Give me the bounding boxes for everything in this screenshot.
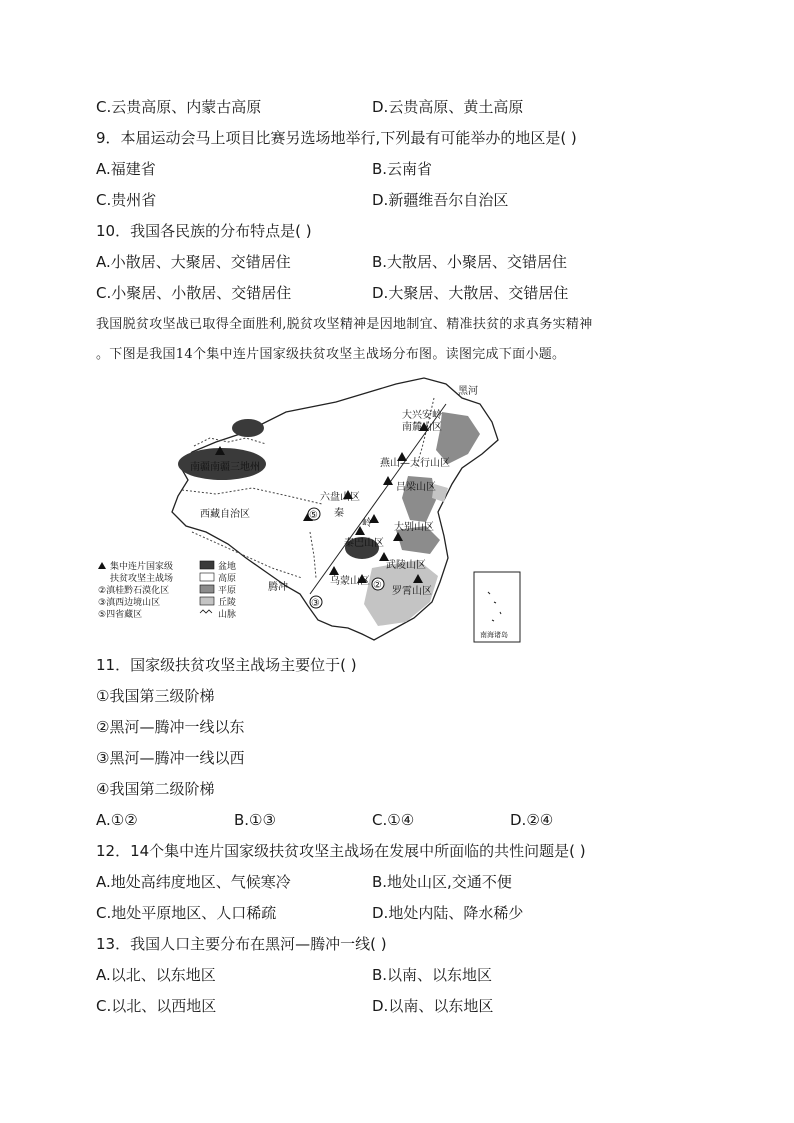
q12-option-b: B.地处山区,交通不便 xyxy=(372,873,512,891)
q13-stem: 13．我国人口主要分布在黑河—腾冲一线( ) xyxy=(96,935,387,953)
q9-option-d: D.新疆维吾尔自治区 xyxy=(372,191,509,209)
legend-marker-line1: 集中连片国家级 xyxy=(110,562,174,572)
q11-option-d: D.②④ xyxy=(510,811,554,829)
q11-option-a: A.①② xyxy=(96,811,138,829)
map-legend xyxy=(98,560,236,620)
label-xizang: 西藏自治区 xyxy=(200,509,250,520)
legend-marker-line2: 扶贫攻坚主战场 xyxy=(110,574,174,584)
q11-stem: 11．国家级扶贫攻坚主战场主要位于( ) xyxy=(96,656,357,674)
q12-option-d: D.地处内陆、降水稀少 xyxy=(372,904,524,922)
circle-2-label: ② xyxy=(373,580,382,591)
label-daxing-1: 大兴安岭 xyxy=(402,410,442,421)
q11-statement-4: ④我国第二级阶梯 xyxy=(96,780,215,798)
legend-plateau: 高原 xyxy=(218,574,237,584)
q10-option-c: C.小聚居、小散居、交错居住 xyxy=(96,284,292,302)
legend-marker-icon xyxy=(98,562,106,569)
q10-option-b: B.大散居、小聚居、交错居住 xyxy=(372,253,568,271)
q9-stem: 9．本届运动会马上项目比赛另选场地举行,下列最有可能举办的地区是( ) xyxy=(96,129,577,147)
circle-5-label: ⑤ xyxy=(309,510,318,521)
q13-option-c: C.以北、以西地区 xyxy=(96,997,217,1015)
label-dabie: 大别山区 xyxy=(394,522,434,533)
q11-option-b: B.①③ xyxy=(234,811,276,829)
q9-option-a: A.福建省 xyxy=(96,160,156,178)
legend-item-5: ⑤四省藏区 xyxy=(98,610,143,620)
label-ling: 岭 xyxy=(362,518,372,529)
legend-mountain-icon xyxy=(200,610,212,613)
q11-option-c: C.①④ xyxy=(372,811,415,829)
label-qin: 秦 xyxy=(334,508,344,519)
legend-hill: 丘陵 xyxy=(218,598,237,608)
q11-statement-2: ②黑河—腾冲一线以东 xyxy=(96,718,245,736)
q11-statement-1: ①我国第三级阶梯 xyxy=(96,687,215,705)
q13-option-b: B.以南、以东地区 xyxy=(372,966,493,984)
q12-option-a: A.地处高纬度地区、气候寒冷 xyxy=(96,873,291,891)
label-lvliang: 吕梁山区 xyxy=(396,482,436,493)
label-daxing-2: 南麓山区 xyxy=(402,422,442,433)
circle-3-label: ③ xyxy=(311,598,320,609)
intro-line-1: 我国脱贫攻坚战已取得全面胜利,脱贫攻坚精神是因地制宜、精准扶贫的求真务实精神 xyxy=(96,317,593,332)
q8-option-d: D.云贵高原、黄土高原 xyxy=(372,98,524,116)
q10-stem: 10．我国各民族的分布特点是( ) xyxy=(96,222,312,240)
q8-option-c: C.云贵高原、内蒙古高原 xyxy=(96,98,262,116)
legend-mountain: 山脉 xyxy=(218,610,237,620)
inset-label: 南海诸岛 xyxy=(480,631,508,639)
label-liupan: 六盘山区 xyxy=(320,492,360,503)
label-qinba: 秦巴山区 xyxy=(344,538,384,549)
label-wumeng: 乌蒙山区 xyxy=(330,576,370,587)
legend-basin-swatch xyxy=(200,561,214,569)
label-yanshan: 燕山—太行山区 xyxy=(380,458,450,469)
q10-option-a: A.小散居、大聚居、交错居住 xyxy=(96,253,291,271)
junggar-basin xyxy=(232,419,264,437)
legend-basin: 盆地 xyxy=(218,562,237,572)
legend-plain: 平原 xyxy=(218,586,237,596)
legend-item-2: ②滇桂黔石漠化区 xyxy=(98,586,170,596)
q9-option-c: C.贵州省 xyxy=(96,191,157,209)
label-nanjiang: 南疆南疆三地州 xyxy=(190,462,260,473)
label-luoxiao: 罗霄山区 xyxy=(392,586,432,597)
q10-option-d: D.大聚居、大散居、交错居住 xyxy=(372,284,569,302)
q12-option-c: C.地处平原地区、人口稀疏 xyxy=(96,904,277,922)
legend-plain-swatch xyxy=(200,585,214,593)
label-wuling: 武陵山区 xyxy=(386,560,426,571)
intro-line-2: 。下图是我国14个集中连片国家级扶贫攻坚主战场分布图。读图完成下面小题。 xyxy=(96,347,566,362)
legend-plateau-swatch xyxy=(200,573,214,581)
label-heihe: 黑河 xyxy=(458,386,478,397)
legend-hill-swatch xyxy=(200,597,214,605)
q9-option-b: B.云南省 xyxy=(372,160,433,178)
q13-option-d: D.以南、以东地区 xyxy=(372,997,494,1015)
q13-option-a: A.以北、以东地区 xyxy=(96,966,216,984)
legend-item-3: ③滇西边境山区 xyxy=(98,598,161,608)
label-tengchong: 腾冲 xyxy=(268,582,288,593)
q12-stem: 12．14个集中连片国家级扶贫攻坚主战场在发展中所面临的共性问题是( ) xyxy=(96,842,586,860)
poverty-map-figure xyxy=(96,372,526,646)
q11-statement-3: ③黑河—腾冲一线以西 xyxy=(96,749,245,767)
